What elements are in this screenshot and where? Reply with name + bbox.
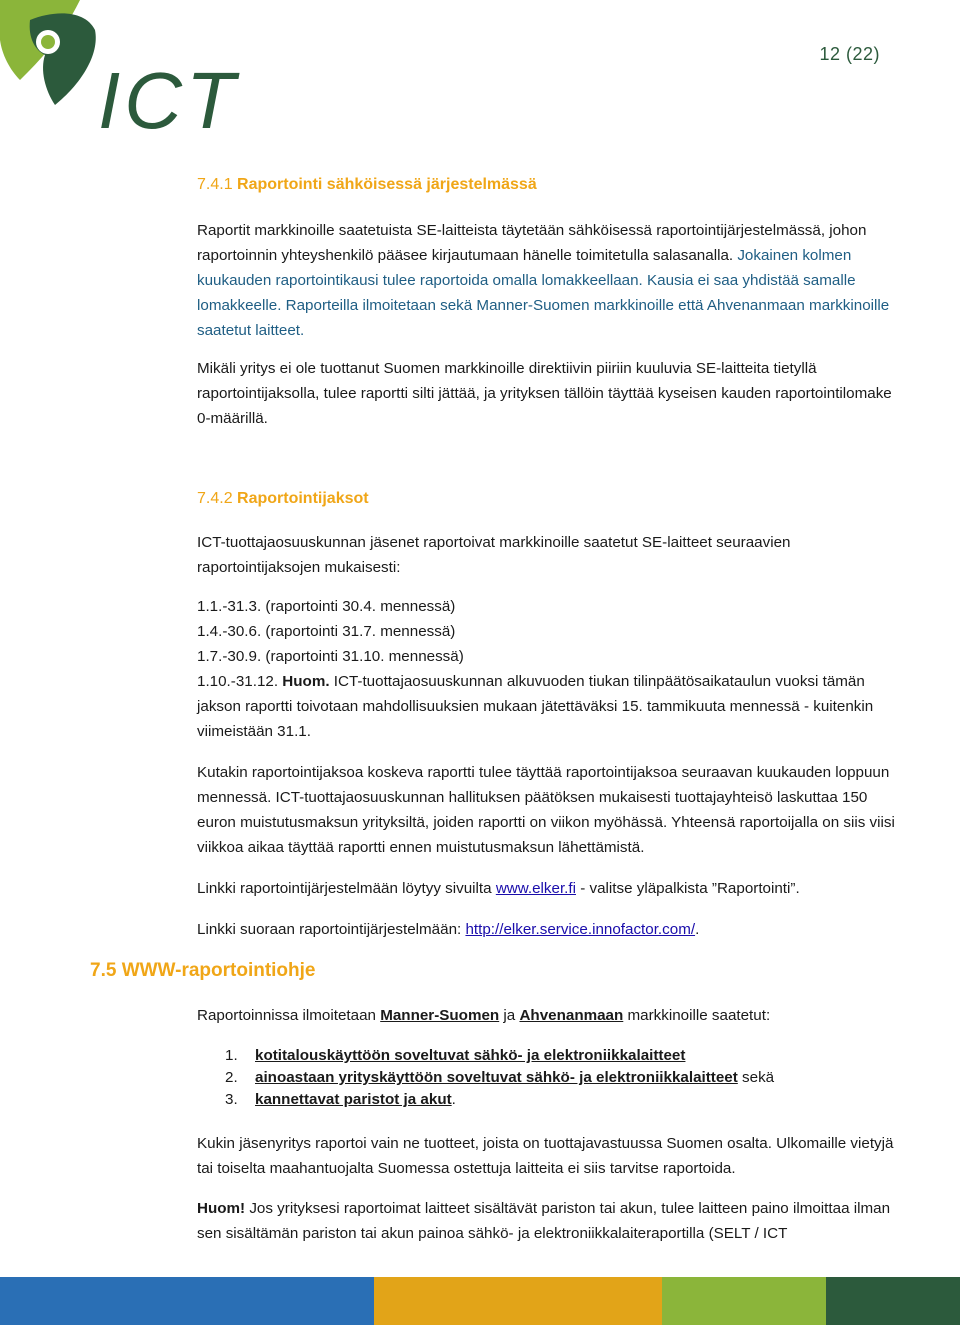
- link-elker-service[interactable]: http://elker.service.innofactor.com/: [465, 921, 696, 938]
- period-1: 1.1.-31.3. (raportointi 30.4. mennessä): [197, 598, 456, 615]
- footer-band-green: [662, 1277, 825, 1325]
- footer-band-dark: [826, 1277, 960, 1325]
- footer-color-band: [0, 1277, 960, 1325]
- paragraph-report-system: Raportit markkinoille saatetuista SE-laitteista täytetään sähköisessä raportointijärjestelmässä, johon raportoinnin yhteyshenkilö pääsee kirjautumaan hänelle toimitetulla salasanalla. Jokainen kolmen kuukauden raportointikausi tulee raportoida omalla lomakkeellaan. Kausia ei saa yhdistää samalle lomakkeelle. Raporteilla ilmoitetaan sekä Manner-Suomen markkinoille että Ahvenanmaan markkinoille saatetut laitteet.: [197, 222, 890, 339]
- paragraph-link-elker: Linkki raportointijärjestelmään löytyy sivuilta www.elker.fi - valitse yläpalkista ”Raportointi”.: [197, 880, 800, 897]
- period-3: 1.7.-30.9. (raportointi 31.10. mennessä): [197, 648, 464, 665]
- paragraph-finland-only: Kukin jäsenyritys raportoi vain ne tuotteet, joista on tuottajavastuussa Suomen osalta. Ulkomaille vietyjä tai toiselta maahantuojalta Suomessa ostettuja laitteita ei siis tarvitse raportoida.: [197, 1135, 894, 1177]
- paragraph-zero-report: Mikäli yritys ei ole tuottanut Suomen markkinoille direktiivin piiriin kuuluvia SE-laitteita tietyllä raportointijaksolla, tulee raportti silti jättää, ja yrityksen tällöin täyttää kyseisen kauden raportointilomake 0-määrillä.: [197, 360, 892, 427]
- list-item: 2. ainoastaan yrityskäyttöön soveltuvat sähkö- ja elektroniikkalaitteet sekä: [225, 1069, 775, 1086]
- page-number: 12 (22): [819, 44, 880, 64]
- period-4: 1.10.-31.12. Huom. ICT-tuottajaosuuskunnan alkuvuoden tiukan tilinpäätösaikataulun vuoksi tämän jakson raportti toivotaan mahdollisuuksien mukaan jätettäväksi 15. tammikuuta mennessä - kuitenkin viimeistään 31.1.: [197, 673, 874, 740]
- paragraph-battery-note: Huom! Jos yrityksesi raportoimat laitteet sisältävät pariston tai akun, tulee laitteen paino ilmoittaa ilman sen sisältämän pariston tai akun painoa sähkö- ja elektroniikkalaiteraportilla (SELT / ICT: [197, 1200, 891, 1242]
- paragraph-periods-intro: ICT-tuottajaosuuskunnan jäsenet raportoivat markkinoille saatetut SE-laitteet seuraavien raportointijaksojen mukaisesti:: [197, 534, 791, 576]
- footer-band-yellow: [374, 1277, 662, 1325]
- period-2: 1.4.-30.6. (raportointi 31.7. mennessä): [197, 623, 456, 640]
- link-elker[interactable]: www.elker.fi: [495, 880, 576, 897]
- heading-7-4-2: 7.4.2 Raportointijaksot: [197, 490, 369, 507]
- heading-7-4-1: 7.4.1 Raportointi sähköisessä järjestelmässä: [197, 176, 537, 193]
- paragraph-reminder-fee: Kutakin raportointijaksoa koskeva raportti tulee täyttää raportointijaksoa seuraavan kuukauden loppuun mennessä. ICT-tuottajaosuuskunnan hallituksen päätöksen mukaisesti tuottajayhteisö laskuttaa 150 euron muistutusmaksun yrityksiltä, joiden raportti on viikon myöhässä. Yhteensä raportoijalla on siis viisi viikkoa aikaa täyttää raportti ennen muistutusmaksun lähettämistä.: [197, 764, 895, 856]
- list-item: 1. kotitalouskäyttöön soveltuvat sähkö- ja elektroniikkalaitteet: [225, 1047, 686, 1064]
- paragraph-link-service: Linkki suoraan raportointijärjestelmään: http://elker.service.innofactor.com/.: [197, 921, 700, 938]
- paragraph-report-scope: Raportoinnissa ilmoitetaan Manner-Suomen ja Ahvenanmaan markkinoille saatetut:: [197, 1007, 771, 1024]
- footer-band-blue: [0, 1277, 374, 1325]
- ict-logo: [0, 0, 250, 140]
- product-list: [197, 1045, 897, 1111]
- logo-text: ICT: [98, 56, 239, 140]
- list-item: 3. kannettavat paristot ja akut.: [225, 1091, 456, 1108]
- heading-7-5: 7.5 WWW-raportointiohje: [90, 960, 316, 981]
